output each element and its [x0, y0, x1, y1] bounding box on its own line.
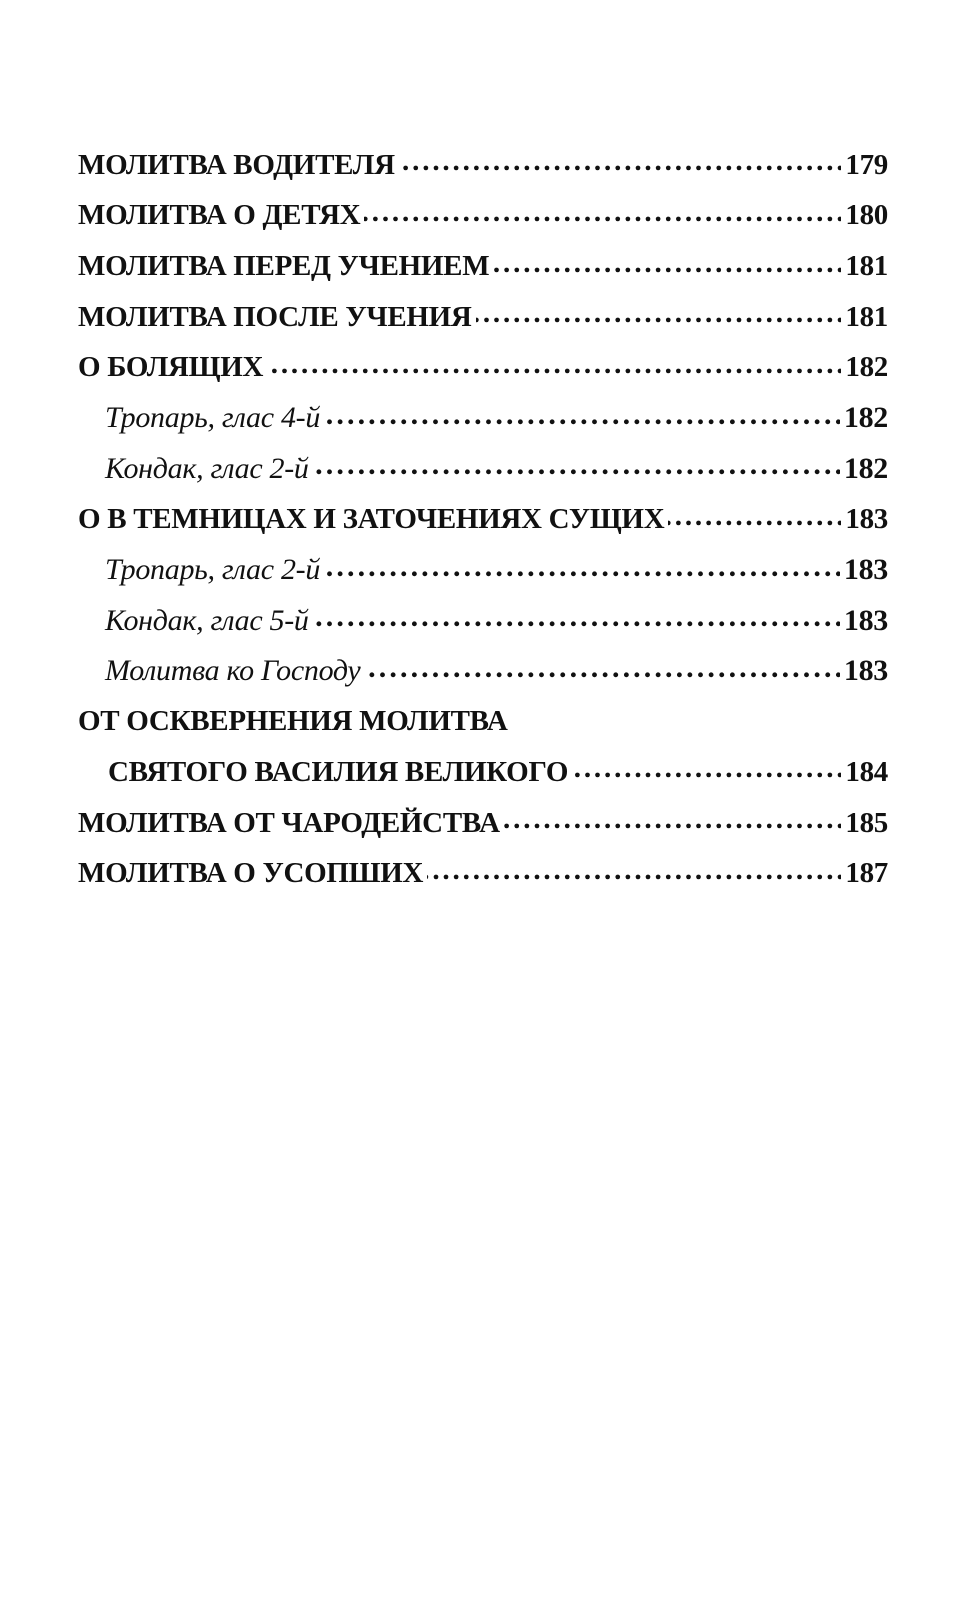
toc-entry [78, 292, 888, 343]
toc-entry [78, 545, 888, 596]
toc-entry-title: ОТ ОСКВЕРНЕНИЯ МОЛИТВА [78, 705, 508, 738]
toc-entry [78, 140, 888, 191]
toc-entry-title: Тропарь, глас 4-й [105, 401, 321, 435]
dot-leader [267, 353, 841, 382]
toc-entry-page: 182 [843, 451, 888, 485]
toc-entry-page: 182 [843, 401, 888, 435]
dot-leader [476, 303, 842, 332]
toc-entry [78, 241, 888, 292]
dot-leader [324, 403, 840, 433]
toc-entry [78, 697, 888, 748]
dot-leader [427, 859, 841, 888]
toc-entry-page: 180 [845, 199, 888, 232]
toc-entry-title: О В ТЕМНИЦАХ И ЗАТОЧЕНИЯХ СУЩИХ [78, 502, 665, 535]
toc-entry-page: 181 [845, 300, 888, 333]
toc-entry [78, 444, 888, 495]
dot-leader [364, 201, 841, 230]
toc-entry [78, 595, 888, 646]
toc-entry [78, 848, 888, 899]
toc-entry-title: О БОЛЯЩИХ [78, 351, 264, 384]
dot-leader [364, 656, 839, 686]
dot-leader [572, 758, 841, 787]
toc-entry-title: МОЛИТВА О ДЕТЯХ [78, 199, 361, 232]
toc-entry [78, 798, 888, 849]
toc-entry-title: Тропарь, глас 2-й [105, 553, 321, 587]
toc-entry [78, 191, 888, 242]
dot-leader [313, 454, 840, 484]
toc-entry-title: МОЛИТВА ВОДИТЕЛЯ [78, 148, 395, 181]
toc-entry-page: 181 [845, 249, 888, 282]
toc-entry-page: 187 [845, 857, 888, 890]
toc-entry-page: 183 [843, 603, 888, 637]
toc-entry-title: МОЛИТВА ПОСЛЕ УЧЕНИЯ [78, 300, 472, 333]
toc-entry-page: 185 [845, 806, 888, 839]
table-of-contents [78, 140, 888, 899]
toc-entry-page: 183 [845, 502, 888, 535]
toc-entry-title: Молитва ко Господу [105, 654, 361, 688]
dot-leader [493, 252, 841, 281]
toc-entry-page: 179 [845, 148, 888, 181]
toc-entry-title: МОЛИТВА ОТ ЧАРОДЕЙСТВА [78, 806, 500, 839]
toc-entry-title: СВЯТОГО ВАСИЛИЯ ВЕЛИКОГО [108, 755, 569, 788]
dot-leader [324, 555, 840, 585]
toc-entry-title: МОЛИТВА ПЕРЕД УЧЕНИЕМ [78, 249, 490, 282]
dot-leader [504, 809, 842, 838]
toc-entry-page: 183 [843, 553, 888, 587]
toc-entry [78, 747, 888, 798]
toc-entry [78, 494, 888, 545]
toc-entry-title: Кондак, глас 5-й [105, 603, 309, 637]
toc-entry [78, 342, 888, 393]
toc-entry [78, 393, 888, 444]
toc-entry [78, 646, 888, 697]
toc-entry-title: МОЛИТВА О УСОПШИХ [78, 857, 424, 890]
toc-entry-page: 182 [845, 351, 888, 384]
dot-leader [399, 151, 842, 180]
toc-entry-page: 183 [843, 654, 888, 688]
dot-leader [668, 505, 841, 534]
toc-entry-title: Кондак, глас 2-й [105, 451, 309, 485]
toc-entry-page: 184 [845, 755, 888, 788]
dot-leader [313, 606, 840, 636]
